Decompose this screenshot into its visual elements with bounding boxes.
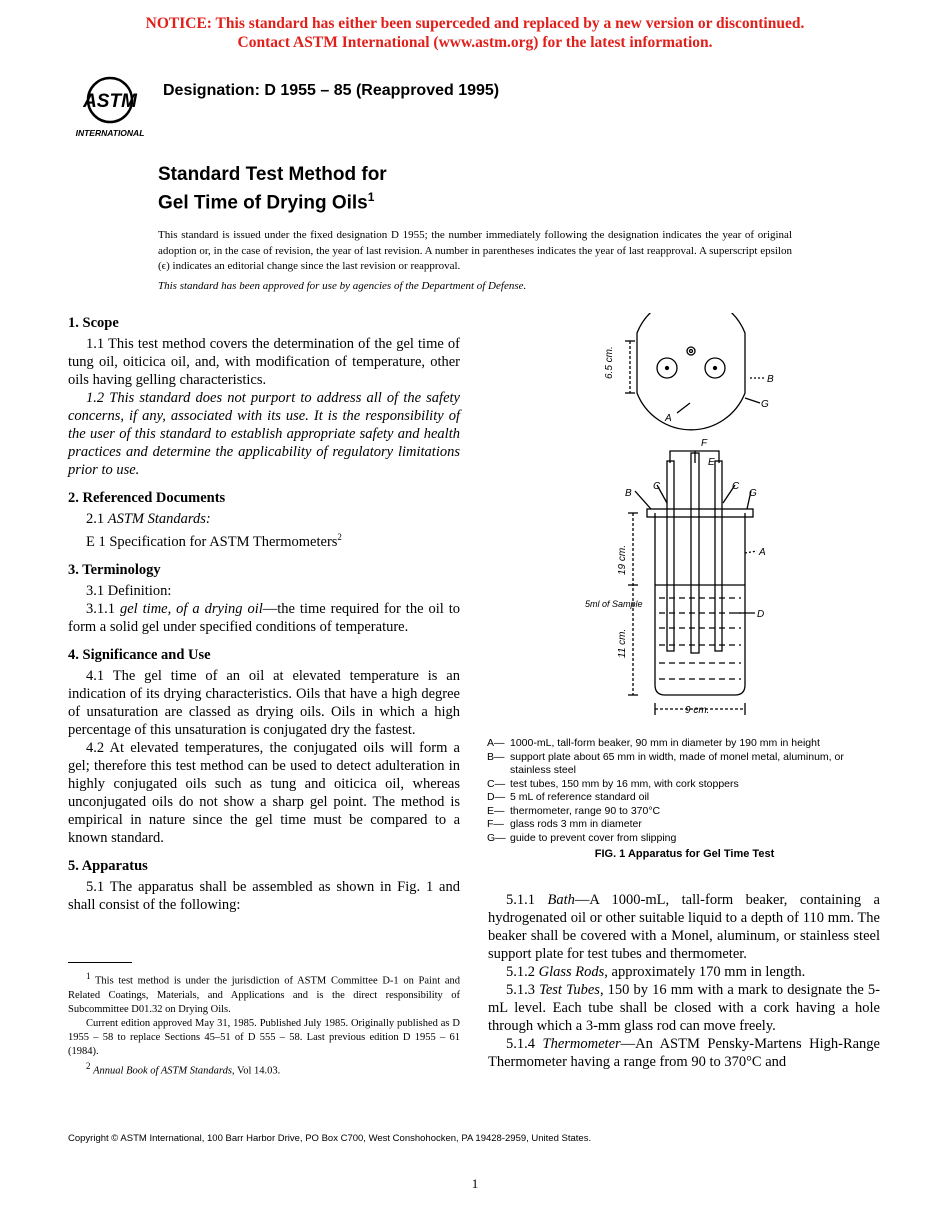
test-tubes-text: , 150 by 16 mm with a mark to designate the 5-mL level. Each tube shall be closed with a cork having a hole through which a 3-mm glass rod can move freely. — [488, 982, 881, 1034]
label-c-left: C — [653, 481, 661, 492]
issue-note: This standard is issued under the fixed designation D 1955; the number immediately following the designation indicates the year of original adoption or, in the case of revision, the year of last revision. A number in parentheses indicates the year of last reapproval. A superscript epsilon (ϵ) indicates an editorial change since the last revision or reapproval. — [158, 229, 792, 272]
terminology-definition: —the time required for the oil to form a solid gel under specified conditions of temperature. — [68, 600, 461, 635]
footnote-2-title: Annual Book of ASTM Standards — [93, 1065, 232, 1076]
figure-legend — [487, 737, 882, 845]
section-terminology — [68, 561, 460, 636]
refs-p1-number: 2.1 — [86, 511, 105, 527]
legend-item: A— 1000-mL, tall-form beaker, 90 mm in diameter by 190 mm in height — [487, 737, 820, 749]
legend-item: D— 5 mL of reference standard oil — [487, 791, 650, 803]
refs-footnote-mark: 2 — [337, 532, 342, 542]
footnotes — [68, 969, 460, 1078]
support-plate — [647, 509, 753, 517]
label-a-top: A — [665, 413, 672, 424]
label-d: D — [757, 609, 765, 620]
astm-logo — [68, 72, 152, 140]
section-scope — [68, 314, 460, 479]
right-column: 5.1.1 Bath—A 1000-mL, tall-form beaker, containing a hydrogenated oil or other suitable liquid to a depth of 110 mm. The beaker shall be covered with a Monel, aluminum, or stainless steel support plate for test tubes and thermometer. 5.1.2 Glass Rods, approximately 170 mm in length. 5.1.3 Test Tubes, 150 by 16 mm with a mark to designate the 5-mL level. Each tube shall be closed with a cork having a hole through which a 3-mm glass rod can move freely. 5.1.4 Thermometer—An ASTM Pensky-Martens High-Range Thermometer having a range from 90 to 370°C and — [488, 892, 881, 1070]
label-f: F — [701, 438, 708, 449]
footnote-1-mark: 1 — [86, 971, 91, 981]
label-sample: 5ml of Sample — [585, 599, 643, 609]
refs-p1-text: ASTM Standards: — [107, 511, 211, 527]
apparatus-figure — [575, 313, 785, 733]
label-g-top: G — [761, 399, 769, 410]
label-b-side: B — [625, 488, 632, 499]
scope-heading: 1. Scope — [68, 315, 119, 331]
designation: Designation: D 1955 – 85 (Reapproved 1995) — [163, 82, 500, 99]
figure-caption: FIG. 1 Apparatus for Gel Time Test — [594, 848, 775, 860]
glass-rods-term: Glass Rods — [538, 964, 605, 980]
left-column — [68, 314, 460, 924]
legend-item: B— support plate about 65 mm in width, made of monel metal, aluminum, or stainless steel — [487, 750, 844, 776]
logo-label: INTERNATIONAL — [75, 128, 145, 138]
terminology-term: gel time, of a drying oil — [119, 600, 263, 617]
approval-note: This standard has been approved for use by agencies of the Department of Defense. — [158, 280, 527, 292]
thermometer-term: Thermometer — [542, 1036, 621, 1052]
footnote-1b: Current edition approved May 31, 1985. Published July 1985. Originally published as D 1955 – 58 to replace Sections 45–51 of D 555 – 58. Last previous edition D 1955 – 61 (1984). — [68, 1017, 460, 1057]
legend-item: C— test tubes, 150 mm by 16 mm, with cork stoppers — [487, 777, 739, 790]
thermometer-text: —An ASTM Pensky-Martens High-Range Thermometer having a range from 90 to 370°C and — [488, 1036, 880, 1070]
label-g-side: G — [749, 488, 757, 499]
terminology-heading: 3. Terminology — [68, 561, 161, 578]
footnote-rule — [68, 962, 132, 963]
notice-line-2: Contact ASTM International (www.astm.org) for the latest information. — [237, 34, 713, 51]
title-footnote-mark: 1 — [367, 190, 375, 204]
title-line-2: Gel Time of Drying Oils — [158, 192, 368, 214]
test-tubes-term: Test Tubes — [539, 982, 600, 998]
legend-item: E— thermometer, range 90 to 370°C — [487, 804, 661, 817]
label-19cm: 19 cm. — [617, 544, 628, 575]
bath-term: Bath — [547, 892, 575, 908]
scope-p2: 1.2 This standard does not purport to address all of the safety concerns, if any, associated with its use. It is the responsibility of the user of this standard to establish appropriate safety and health practices and determine the applicability of regulatory limitations prior to use. — [68, 390, 460, 478]
label-b-top: B — [767, 374, 774, 385]
bath-text: —A 1000-mL, tall-form beaker, containing a hydrogenated oil or other suitable liquid to a depth of 110 mm. The beaker shall be covered with a Monel, aluminum, or stainless steel support plate for test tubes and thermometer. — [488, 892, 880, 962]
significance-p1: 4.1 The gel time of an oil at elevated temperature is an indication of its drying characteristics. Oils that have a high degree of unsaturation are classed as drying oils. Oils in which a high percentage of this unsaturation is conjugated dry the fastest. — [68, 667, 460, 738]
beaker — [655, 513, 745, 695]
refs-e1: E 1 Specification for ASTM Thermometers — [86, 533, 338, 550]
legend-item: G— guide to prevent cover from slipping — [487, 831, 677, 844]
section-apparatus — [68, 857, 460, 914]
label-11cm: 11 cm. — [617, 628, 628, 658]
notice-line-1: NOTICE: This standard has either been superceded and replaced by a new version or discontinued. — [145, 15, 805, 32]
logo-letters: ASTM — [83, 91, 137, 112]
section-significance — [68, 646, 460, 847]
refs-heading: 2. Referenced Documents — [68, 490, 226, 506]
apparatus-heading: 5. Apparatus — [68, 857, 148, 874]
top-view — [625, 313, 765, 430]
terminology-p1: 3.1 Definition: — [86, 582, 172, 599]
glass-rods-text: , approximately 170 mm in length. — [604, 964, 806, 980]
scope-p1: 1.1 This test method covers the determination of the gel time of tung oil, oiticica oil, and, with modification of temperature, other oils having gelling characteristics. — [68, 336, 460, 388]
label-6-5cm: 6.5 cm. — [604, 346, 615, 379]
support-plate-top-view — [637, 313, 745, 430]
thermometer — [691, 453, 699, 653]
apparatus-p1: 5.1 The apparatus shall be assembled as shown in Fig. 1 and shall consist of the following: — [68, 878, 460, 913]
legend-item: F— glass rods 3 mm in diameter — [487, 818, 642, 830]
significance-heading: 4. Significance and Use — [68, 646, 211, 663]
footnote-2-rest: , Vol 14.03. — [231, 1065, 281, 1076]
footnote-1: This test method is under the jurisdiction of ASTM Committee D-1 on Paint and Related Coatings, Materials, and Applications and is the direct responsibility of Subcommittee D01.32 on Drying Oils. — [68, 975, 460, 1015]
footnote-2-mark: 2 — [86, 1060, 91, 1071]
label-c-right: C — [732, 481, 740, 492]
document-title — [158, 163, 387, 214]
section-referenced-documents — [68, 489, 460, 551]
label-e: E — [708, 457, 715, 468]
significance-p2: 4.2 At elevated temperatures, the conjugated oils will form a gel; therefore this test method can be used to detect adulteration in highly conjugated oils such as tung and oiticica oil, whereas unconjugated oils do not show a sharp gel point. The method is empirical in nature since the gel time must be compared to a known standard. — [68, 739, 460, 846]
label-a-side: A — [759, 547, 766, 558]
page-number: 1 — [471, 1176, 479, 1191]
terminology-p2-number: 3.1.1 — [86, 600, 115, 617]
copyright: Copyright © ASTM International, 100 Barr Harbor Drive, PO Box C700, West Conshohocken, PA 19428-2959, United States. — [68, 1133, 592, 1144]
label-9cm: 9 cm. — [685, 705, 710, 716]
notice-banner — [0, 14, 950, 52]
title-line-1: Standard Test Method for — [158, 164, 387, 185]
